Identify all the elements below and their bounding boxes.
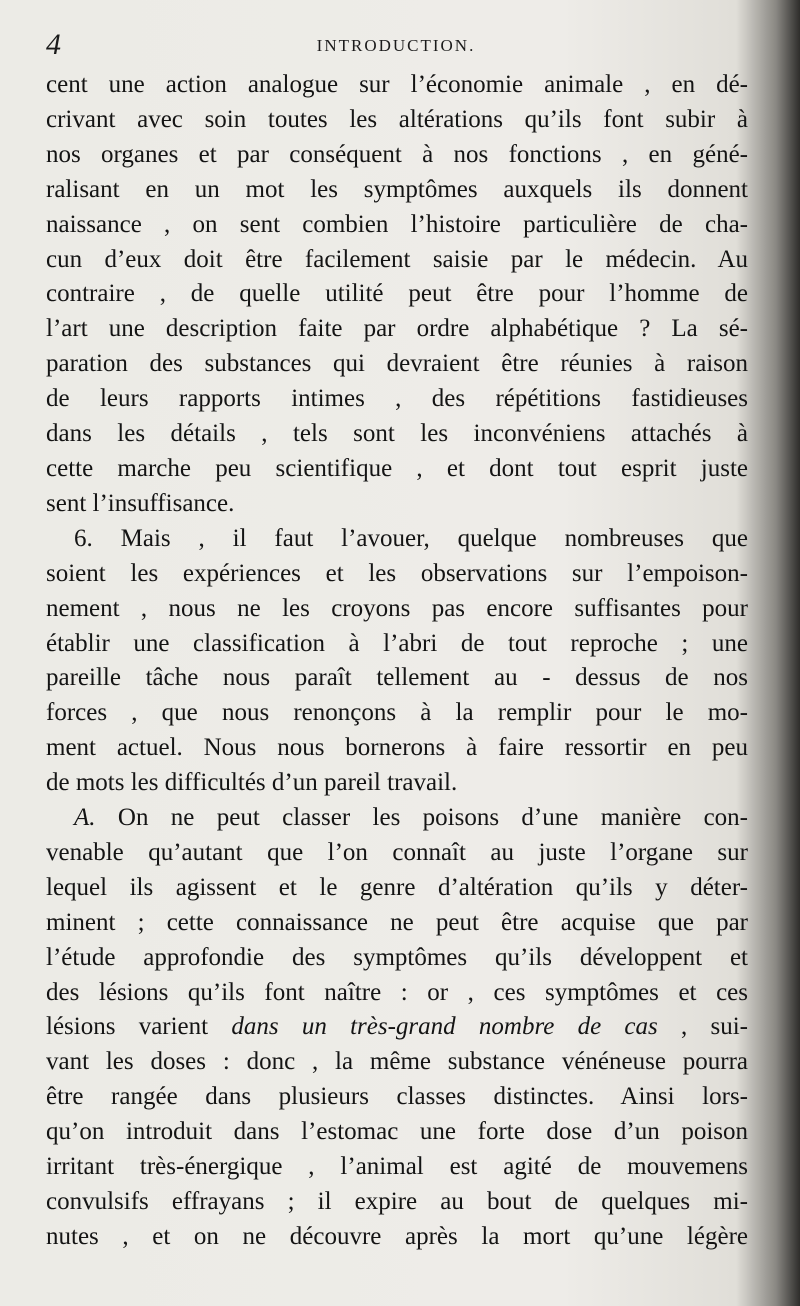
text-line: lequel ils agissent et le genre d’altération qu’ils y déter- [46,873,748,901]
text-line: qu’on introduit dans l’estomac une forte dose d’un poison [46,1118,748,1146]
text-line: soient les expériences et les observations sur l’empoison- [46,559,748,587]
text-line: des lésions qu’ils font naître : or , ces symptômes et ces [46,978,748,1006]
text-line: cun d’eux doit être facilement saisie par le médecin. Au [46,245,748,273]
text-line: de leurs rapports intimes , des répétitions fastidieuses [46,385,748,413]
italic-emphasis: dans un très-grand nombre de cas [231,1013,658,1041]
page-number: 4 [46,28,61,61]
text-line: nutes , et on ne découvre après la mort qu’une légère [46,1222,748,1250]
text-line: nos organes et par conséquent à nos fonctions , en géné- [46,140,748,168]
text-line: être rangée dans plusieurs classes distinctes. Ainsi lors- [46,1083,748,1111]
text-line: vant les doses : donc , la même substance vénéneuse pourra [46,1048,748,1076]
text-line: venable qu’autant que l’on connaît au juste l’organe sur [46,838,748,866]
section-marker: A. [74,804,96,832]
text-line: établir une classification à l’abri de tout reproche ; une [46,629,748,657]
text-line: lésions varient dans un très-grand nombre de cas , sui- [46,1013,749,1041]
text-line: cent une action analogue sur l’économie animale , en dé- [46,71,748,98]
text-line: l’art une description faite par ordre alphabétique ? La sé- [46,315,748,343]
text-line: contraire , de quelle utilité peut être pour l’homme de [46,280,748,308]
text-line: paration des substances qui devraient être réunies à raison [46,350,748,378]
page-header [46,28,746,64]
paragraph-end-line: sent l’insuffisance. [46,489,235,517]
text-line: dans les détails , tels sont les inconvéniens attachés à [46,420,748,448]
text-line: irritant très-énergique , l’animal est agité de mouvemens [46,1153,748,1181]
running-head: INTRODUCTION. [316,36,476,55]
text-line: ralisant en un mot les symptômes auxquels ils donnent [46,175,748,203]
paragraph-end-line: de mots les difficultés d’un pareil travail. [46,769,458,797]
text-line: cette marche peu scientifique , et dont tout esprit juste [46,454,748,482]
text-line: nement , nous ne les croyons pas encore suffisantes pour [46,594,748,622]
text-line: ment actuel. Nous nous bornerons à faire ressortir en peu [46,734,748,762]
paragraph-start-line: A. On ne peut classer les poisons d’une manière con- [74,804,748,832]
body-text [46,68,748,1255]
paragraph-start-line: 6. Mais , il faut l’avouer, quelque nombreuses que [74,524,748,552]
text-line: convulsifs effrayans ; il expire au bout de quelques mi- [46,1188,748,1215]
text-line: naissance , on sent combien l’histoire particulière de cha- [46,210,748,238]
text-line: minent ; cette connaissance ne peut être acquise que par [46,908,748,936]
text-line: l’étude approfondie des symptômes qu’ils développent et [46,943,748,971]
text-line: forces , que nous renonçons à la remplir pour le mo- [46,699,748,727]
text-line: crivant avec soin toutes les altérations qu’ils font subir à [46,105,748,133]
text-line: pareille tâche nous paraît tellement au - dessus de nos [46,664,748,692]
